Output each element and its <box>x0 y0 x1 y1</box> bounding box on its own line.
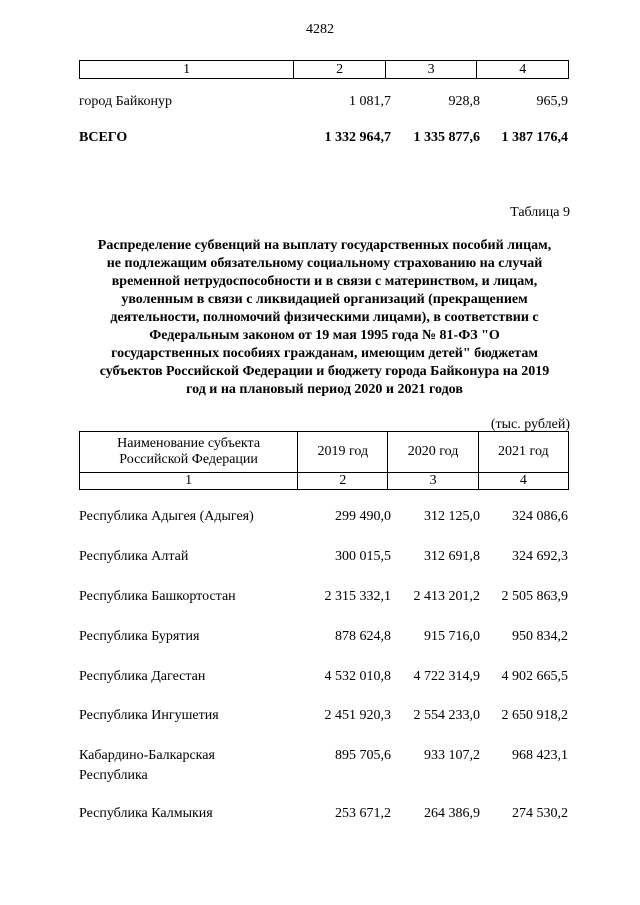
value-2019: 4 532 010,8 <box>324 669 391 684</box>
subject-name: Республика Ингушетия <box>79 708 219 723</box>
col-number-3: 3 <box>385 61 477 79</box>
title-line: год и на плановый период 2020 и 2021 годов <box>186 382 463 397</box>
value-2019: 2 451 920,3 <box>324 708 391 723</box>
title-line: уволенным в связи с ликвидацией организаций (прекращением <box>121 292 528 307</box>
title-line: субъектов Российской Федерации и бюджету города Байконура на 2019 <box>99 364 550 379</box>
value-2020: 312 691,8 <box>424 549 480 564</box>
total-2019: 1 332 964,7 <box>324 130 391 145</box>
total-label: ВСЕГО <box>79 130 128 145</box>
header-2020: 2020 год <box>388 432 478 473</box>
title-line: Распределение субвенций на выплату государственных пособий лицам, <box>97 238 552 253</box>
subject-name: Республика Адыгея (Адыгея) <box>79 509 254 524</box>
row-name: город Байконур <box>79 94 172 109</box>
value-2019: 878 624,8 <box>335 629 391 644</box>
subject-name: Кабардино-Балкарская Республика <box>79 748 215 783</box>
total-2021: 1 387 176,4 <box>501 130 568 145</box>
subject-name: Республика Калмыкия <box>79 806 213 821</box>
value-2019: 895 705,6 <box>335 748 391 763</box>
col-number-1: 1 <box>80 473 298 490</box>
subject-name: Республика Дагестан <box>79 669 206 684</box>
col-number-4: 4 <box>477 61 569 79</box>
value-2020: 2 413 201,2 <box>413 589 480 604</box>
value-2021: 274 530,2 <box>512 806 568 821</box>
title-line: деятельности, полномочий физическими лицами), в соответствии с <box>110 310 539 325</box>
table-label: Таблица 9 <box>510 205 570 220</box>
subject-name: Республика Алтай <box>79 549 189 564</box>
col-number-2: 2 <box>294 61 386 79</box>
col-number-1: 1 <box>80 61 294 79</box>
header-subject: Наименование субъекта Российской Федерации <box>80 432 298 473</box>
continued-table-header <box>79 60 569 79</box>
value-2019: 2 315 332,1 <box>324 589 391 604</box>
subject-name: Республика Башкортостан <box>79 589 236 604</box>
value-2021: 950 834,2 <box>512 629 568 644</box>
title-line: не подлежащим обязательному социальному страхованию на случай <box>106 256 543 271</box>
header-2019: 2019 год <box>298 432 388 473</box>
value-2021: 324 086,6 <box>512 509 568 524</box>
value-2019: 253 671,2 <box>335 806 391 821</box>
value-2021: 2 650 918,2 <box>501 708 568 723</box>
value-2020: 312 125,0 <box>424 509 480 524</box>
value-2021: 324 692,3 <box>512 549 568 564</box>
value-2021: 968 423,1 <box>512 748 568 763</box>
title-line: временной нетрудоспособности и в связи с материнством, и лицам, <box>111 274 538 289</box>
value-2021: 4 902 665,5 <box>501 669 568 684</box>
page-number: 4282 <box>306 22 334 37</box>
value-2020: 264 386,9 <box>424 806 480 821</box>
value-2020: 4 722 314,9 <box>413 669 480 684</box>
col-number-2: 2 <box>298 473 388 490</box>
main-table-header <box>79 431 569 490</box>
units-label: (тыс. рублей) <box>490 417 570 432</box>
value-2020: 928,8 <box>448 94 480 109</box>
value-2020: 2 554 233,0 <box>413 708 480 723</box>
value-2019: 300 015,5 <box>335 549 391 564</box>
title-line: государственных пособиях гражданам, имеющим детей" бюджетам <box>111 346 538 361</box>
value-2021: 2 505 863,9 <box>501 589 568 604</box>
col-number-4: 4 <box>478 473 568 490</box>
value-2020: 933 107,2 <box>424 748 480 763</box>
value-2019: 1 081,7 <box>349 94 391 109</box>
value-2019: 299 490,0 <box>335 509 391 524</box>
table-title <box>72 237 577 399</box>
col-number-3: 3 <box>388 473 478 490</box>
value-2020: 915 716,0 <box>424 629 480 644</box>
subject-name: Республика Бурятия <box>79 629 200 644</box>
value-2021: 965,9 <box>536 94 568 109</box>
title-line: Федеральным законом от 19 мая 1995 года № 81-ФЗ "О <box>149 328 500 343</box>
total-2020: 1 335 877,6 <box>413 130 480 145</box>
header-2021: 2021 год <box>478 432 568 473</box>
